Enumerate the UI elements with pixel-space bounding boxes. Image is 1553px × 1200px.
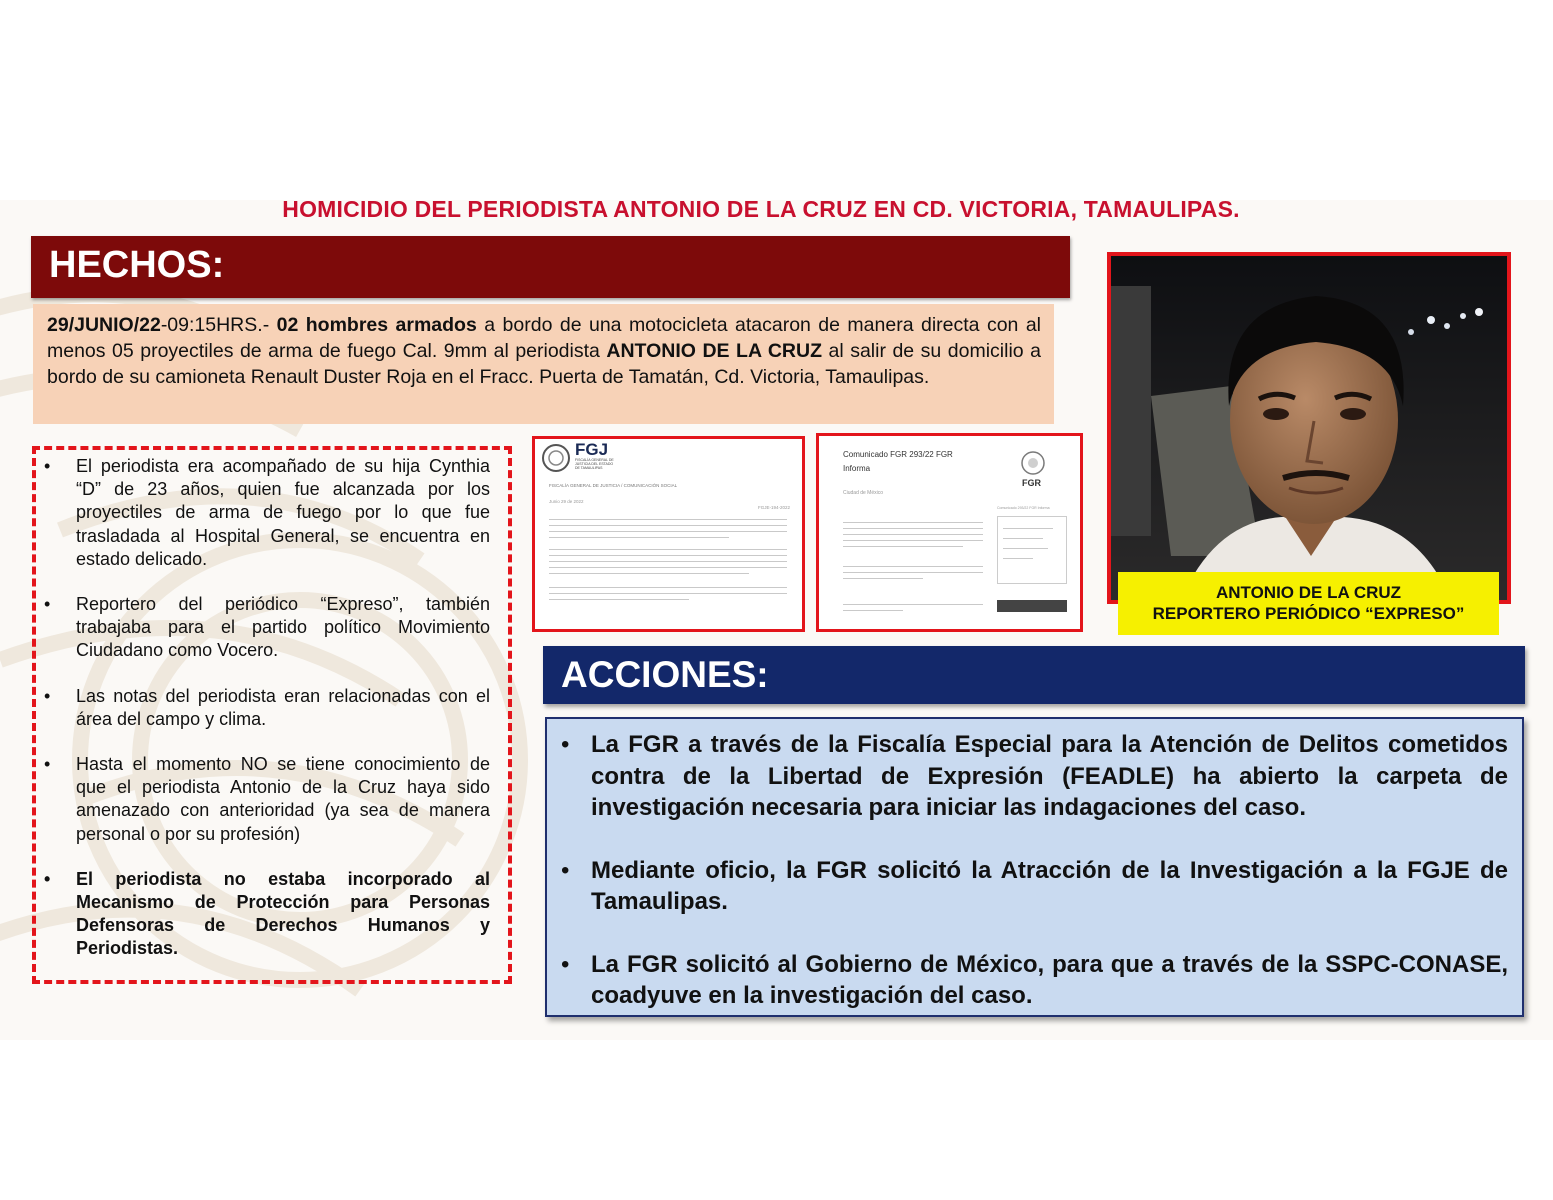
list-item: • La FGR a través de la Fiscalía Especial para la Atención de Delitos cometidos contra de la Libertad de Expresión (FEADLE) ha abierto la carpeta de investigación necesaria para iniciar las indagaciones del caso. [561,731,1508,821]
acciones-header [543,646,1525,704]
fgj-document-thumbnail [532,436,805,632]
fgr-doc-location: Ciudad de México [843,490,884,496]
portrait-image [1111,256,1507,600]
portrait-name: ANTONIO DE LA CRUZ [1215,583,1402,602]
event-date: 29/JUNIO/22 [47,314,161,336]
hechos-header [31,236,1070,298]
fgj-org-line: DE TAMAULIPAS [575,466,603,470]
acciones-heading: ACCIONES: [561,654,769,695]
portrait-caption [1118,572,1499,635]
fgj-org-line: FISCALÍA GENERAL DE [575,458,614,462]
portrait-role: REPORTERO PERIÓDICO “EXPRESO” [1152,604,1465,623]
event-location: al salir de su domicilio a bordo de su camioneta Renault Duster Roja en el Fracc. Puerta de Tamatán, Cd. Victoria, Tamaulipas. [47,340,1041,388]
page-title: HOMICIDIO DEL PERIODISTA ANTONIO DE LA CRUZ EN CD. VICTORIA, TAMAULIPAS. [282,196,1240,222]
fgj-doc-header: FISCALÍA GENERAL DE JUSTICIA / COMUNICACIÓN SOCIAL [549,483,678,488]
journalist-portrait [1107,252,1511,604]
acciones-box [545,717,1524,1017]
fgr-document-thumbnail [816,433,1083,632]
list-item: • El periodista no estaba incorporado al Mecanismo de Protección para Personas Defensoras de Derechos Humanos y Periodistas. [44,868,490,959]
fgj-doc-date: Junio 29 de 2022 [549,499,584,504]
details-list [44,455,490,961]
event-description: a bordo de una motocicleta atacaron de manera directa con al menos 05 proyectiles de arma de fuego Cal. 9mm al periodista [47,314,1041,362]
hechos-heading: HECHOS: [49,244,225,286]
fgr-doc-ref: Comunicado 293/22 FGR Informa [997,506,1050,510]
fgr-doc-title: Comunicado FGR 293/22 FGR [843,450,953,459]
list-item: • Mediante oficio, la FGR solicitó la Atracción de la Investigación a la FGJE de Tamaulipas. [561,856,1508,915]
acciones-list [561,729,1508,1012]
fgr-doc-subtitle: Informa [843,464,871,473]
fgj-logo: FGJ [575,440,609,459]
fgj-org-line: JUSTICIA DEL ESTADO [575,462,614,466]
hechos-summary [47,312,1041,390]
event-time: -09:15HRS.- [160,314,270,336]
fgj-seal-icon [541,443,571,473]
fgj-doc-ref: FGJE-194-2022 [757,505,790,510]
list-item: • Reportero del periódico “Expreso”, también trabajaba para el partido político Movimiento Ciudadano como Vocero. [44,594,490,661]
victim-name: ANTONIO DE LA CRUZ [606,340,822,362]
hechos-summary-box [33,304,1054,424]
fgr-seal-icon [1021,450,1045,476]
list-item: • La FGR solicitó al Gobierno de México, para que a través de la SSPC-CONASE, coadyuve en la investigación del caso. [561,950,1508,1009]
list-item: • Hasta el momento NO se tiene conocimiento de que el periodista Antonio de la Cruz haya sido amenazado con anterioridad (ya sea de manera personal o por su profesión) [44,754,490,844]
attackers: 02 hombres armados [276,314,477,336]
list-item: • El periodista era acompañado de su hija Cynthia “D” de 23 años, quien fue alcanzada por los proyectiles de arma de fuego por lo que fue trasladada al Hospital General, se encuentra en estado delicado. [44,456,490,569]
fgr-logo: FGR [1022,478,1041,488]
list-item: • Las notas del periodista eran relacionadas con el área del campo y clima. [44,685,490,729]
